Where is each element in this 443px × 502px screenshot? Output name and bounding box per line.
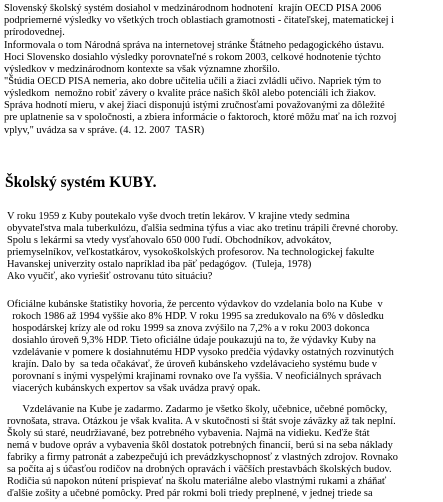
text-line: pre uplatnenie sa v spoločnosti, a zbiera informácie o faktoroch, ktoré môžu mať na ich rozvoj [4, 112, 397, 123]
text-line: obyvateľstva mala tuberkulózu, ďalšia sedmina týfus a viac ako tretinu trápili črevné choroby. [7, 223, 399, 234]
text-line: priemyselníkov, veľkostatkárov, vysokoškolských profesorov. Na technologickej fakulte [7, 247, 375, 258]
text-line: fabriky a firmy patronát a zabezpečujú ich prevádzkyschopnosť z vlastných zdrojov. Rovnako [7, 452, 398, 463]
text-line: nemá v budove opráv a vybavenia škôl dostatok potrebných financií, berú si na seba náklady [7, 440, 393, 451]
text-line: Ako vyučiť, ako vyriešiť ostrovanu túto situáciu? [7, 271, 213, 282]
text-line: výsledkom nemožno robiť závery o kvalite práce našich škôl alebo potenciáli ich žiakov. [4, 88, 376, 99]
text-line: hospodárskej krízy ale od roku 1999 sa znova zvýšilo na 7,2% a v roku 2003 dokonca [7, 323, 370, 334]
text-line: rovnošata, strava. Otázkou je však kvalita. A v skutočnosti si štát svoje záväzky až tak neplní. [7, 416, 396, 427]
text-line: V roku 1959 z Kuby poutekalo vyše dvoch tretín lekárov. V krajine vtedy sedmina [7, 211, 350, 222]
text-line: vplyv," uvádza sa v správe. (4. 12. 2007 TASR) [4, 125, 205, 136]
text-line: Školy sú staré, neudržiavané, bez potrebného vybavenia. Najmä na vidieku. Keďže štát [7, 428, 370, 439]
text-line: Spolu s lekármi sa vtedy vysťahovalo 650 000 ľudí. Obchodníkov, advokátov, [7, 235, 332, 246]
text-line: Správa hodnotí mieru, v akej žiaci disponujú istými zručnosťami považovanými za dôležité [4, 100, 385, 111]
text-line: viacerých kubánskych expertov sa však uvádza pravý opak. [7, 383, 261, 394]
text-line: vzdelávanie v pomere k dosiahnutému HDP vysoko predčia výdavky ostatných rozvinutých [7, 347, 394, 358]
text-line: Slovenský školský systém dosiahol v medzinárodnom hodnotení krajín OECD PISA 2006 [4, 3, 382, 14]
text-line: Havanskej univerzity ostalo napríklad iba päť pedagógov. (Tuleja, 1978) [7, 259, 312, 270]
text-line: rokoch 1986 až 1994 vyššie ako 8% HDP. V roku 1995 sa zredukovalo na 6% v dôsledku [7, 311, 384, 322]
text-line: dosiahlo úroveň 9,3% HDP. Tieto oficiálne údaje poukazujú na to, že výdavky Kuby na [7, 335, 376, 346]
text-line: Hoci Slovensko dosiahlo výsledky porovnateľné s rokom 2003, celkové hodnotenie týchto [4, 52, 381, 63]
text-line: Rodičia sú napokon nútení prispievať na školu materiálne alebo vlastnými rukami a zháňať [7, 476, 387, 487]
text-line: výsledkov v medzinárodnom kontexte sa však významne zhoršilo. [4, 64, 280, 75]
text-line: porovnaní s inými vyspelými krajinami rovnako ove ľa vyššia. V neoficiálnych správach [7, 371, 382, 382]
section-heading: Školský systém KUBY. [5, 174, 157, 191]
text-line: "Štúdia OECD PISA nemeria, ako dobre učitelia učili a žiaci zvládli učivo. Napriek tým to [4, 76, 382, 87]
text-line: prírodovednej. [4, 27, 65, 38]
text-line: sa počíta aj s účasťou rodičov na drobných opravách i väčších prestavbách školských budov. [7, 464, 392, 475]
text-line: Informovala o tom Národná správa na internetovej stránke Štátneho pedagogického ústavu. [4, 40, 385, 51]
text-line: podpriemerné výsledky vo všetkých troch oblastiach gramotnosti - čitateľskej, matematickej i [4, 15, 395, 26]
text-line: Vzdelávanie na Kube je zadarmo. Zadarmo je všetko školy, učebnice, učebné pomôcky, [7, 404, 388, 415]
text-line: krajín. Dalo by sa teda očakávať, že úroveň kubánskeho vzdelávacieho systému bude v [7, 359, 378, 370]
text-line: ďalšie zošity a učebné pomôcky. Pred pár rokmi boli triedy preplnené, v jednej triede sa [7, 488, 373, 499]
text-line: Oficiálne kubánske štatistiky hovoria, že percento výdavkov do vzdelania bolo na Kube v [7, 299, 383, 310]
